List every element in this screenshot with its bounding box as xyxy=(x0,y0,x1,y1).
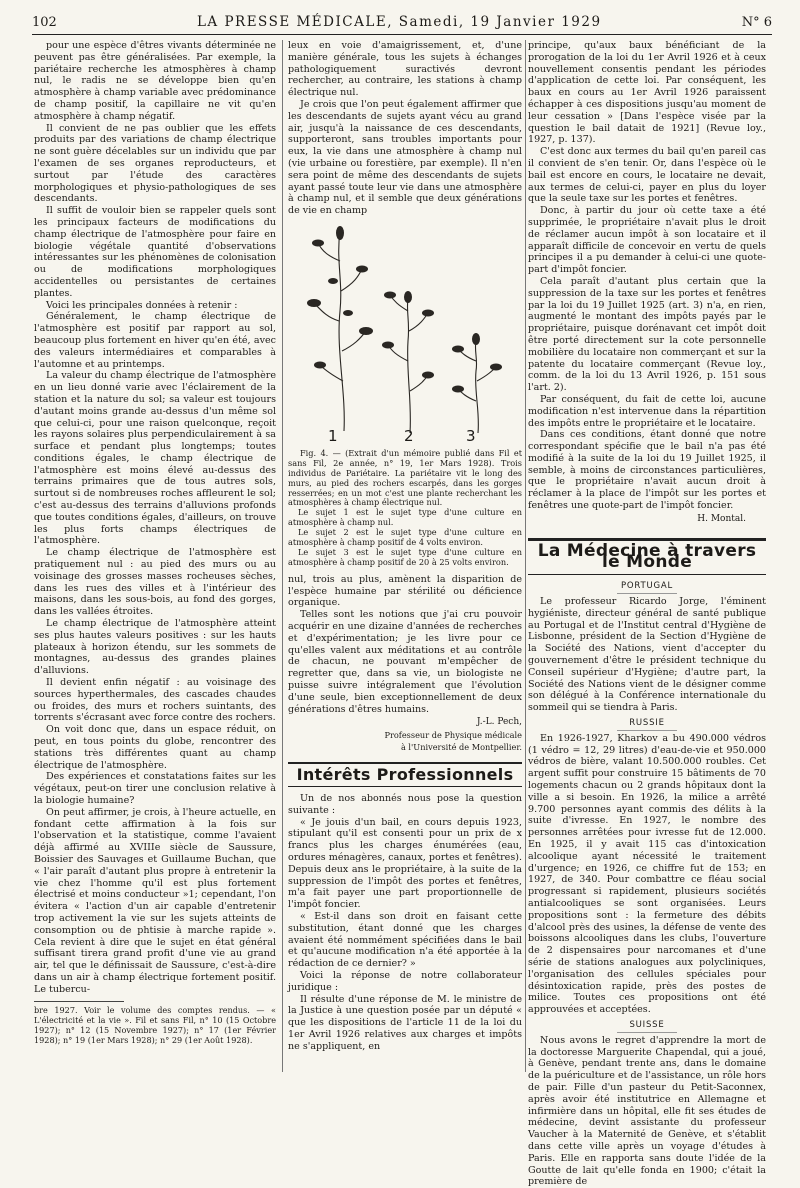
column-divider-1 xyxy=(282,40,283,1072)
paragraph: leux en voie d'amaigrissement, et, d'une manière générale, tous les sujets à échanges pathologiquement suractivés devront rechercher, au contraire, les stations à champ électrique nul. xyxy=(288,40,522,99)
paragraph: C'est donc aux termes du bail qu'en pareil cas il convient de s'en tenir. Or, dans l'espèce où le bail est encore en cours, le locataire ne devait, aux termes de celui-ci, payer en plus du loyer que la seule taxe sur les portes et fenêtres. xyxy=(528,146,766,205)
figure-parietaire xyxy=(288,221,522,445)
paragraph: Donc, à partir du jour où cette taxe a été supprimée, le propriétaire n'avait plus le droit de réclamer aucun impôt à son locataire et il apparaît difficile de concevoir en vertu de quels principes il a pu demander à celui-ci une quote-part d'impôt foncier. xyxy=(528,205,766,276)
paragraph: On voit donc que, dans un espace réduit, on peut, en tous points du globe, rencontrer des stations très différentes quant au champ électrique de l'atmosphère. xyxy=(34,724,276,771)
section-heading-medecine-monde: La Médecine à travers le Monde xyxy=(528,538,766,576)
paragraph: principe, qu'aux baux bénéficiant de la prorogation de la loi du 1er Avril 1926 et à ceux nouvellement consentis pendant les périodes d'application de cette loi. Par conséquent, les baux en cours au 1er Avril 1926 paraissent échapper à ces dispositions jusqu'au moment de leur cessation » [Dans l'espèce visée par la question le bail datait de 1921] (Revue loy., 1927, p. 137). xyxy=(528,40,766,146)
paragraph: Voici les principales données à retenir : xyxy=(46,299,238,311)
page-number: 102 xyxy=(32,15,57,30)
figure-caption xyxy=(288,449,522,568)
paragraph: Le champ électrique de l'atmosphère est pratiquement nul : au pied des murs ou au voisinage des grosses masses rocheuses sèches, dans les rues des villes et à l'intérieur des maisons, dans les sous-bois, au fond des gorges, dans les vallées étroites. xyxy=(34,547,276,618)
country-heading-suisse: SUISSE xyxy=(617,1020,677,1033)
paragraph: Par conséquent, du fait de cette loi, aucune modification n'est intervenue dans la répartition des impôts entre le propriétaire et le locataire. xyxy=(528,393,766,429)
paragraph: Il résulte d'une réponse de M. le ministre de la Justice à une question posée par un député « que les dispositions de l'article 11 de la loi du 1er Avril 1926 relatives aux charges et impôts ne s'appliquent, en xyxy=(288,993,522,1052)
column-2 xyxy=(288,40,522,1070)
country-heading-portugal: PORTUGAL xyxy=(617,581,677,594)
paragraph: Nous avons le regret d'apprendre la mort de la doctoresse Marguerite Chapendal, qui a joué, à Genève, pendant trente ans, dans le domaine de la puériculture et de l'assistance, un rôle hors de pair. Fille d'un pasteur du Petit-Saconnex, après avoir été institutrice en Allemagne et infirmière dans un hôpital, elle fit ses études de médecine, devint assistante du professeur Vaucher à la Maternité de Genève, et s'établit dans cette ville après un voyage d'études à Paris. Elle en rapporta sans doute l'idée de la Goutte de lait qu'elle fonda en 1900; c'était la première de xyxy=(528,1034,766,1188)
column-3 xyxy=(528,40,766,1188)
caption-item: Le sujet 1 est le sujet type d'une culture en atmosphère à champ nul. xyxy=(288,507,522,528)
paragraph: Généralement, le champ électrique de l'atmosphère est positif par rapport au sol, beaucoup plus fortement en hiver qu'en été, avec des valeurs intermédiaires et comparables à l'automne et au printemps. xyxy=(34,311,276,370)
issue-number: N° 6 xyxy=(741,15,772,30)
author-title: Professeur de Physique médicale xyxy=(384,730,522,741)
paragraph: « Est-il dans son droit en faisant cette substitution, étant donné que les charges avaient été nommément spécifiées dans le bail et qu'aucune modification n'a été apportée à la rédaction de ce dernier? » xyxy=(288,910,522,970)
section-heading-interets: Intérêts Professionnels xyxy=(288,762,522,787)
paragraph: Le champ électrique de l'atmosphère atteint ses plus hautes valeurs positives : sur les hauts plateaux à horizon étendu, sur les sommets de montagnes, au-dessus des grandes plaines d'alluvions. xyxy=(34,618,276,677)
figure-label-2: 2 xyxy=(404,427,414,446)
paragraph: La valeur du champ électrique de l'atmosphère en un lieu donné varie avec l'éclairement de la station et la nature du sol; sa valeur est toujours d'autant moins grande au-dessus d'un même sol que celui-ci, pour une raison quelconque, reçoit les rayons solaires plus perpendiculairement à sa surface et pendant plus longtemps; toutes conditions égales, le champ électrique de l'atmosphère est moins élevé au-dessus des terrains primaires que de tous autres sols, surtout si de nombreuses roches affleurent le sol; c'est au-dessus des terrains d'alluvions profonds que toutes conditions égales, d'ailleurs, on trouve les plus forts champs électriques de l'atmosphère. xyxy=(34,370,276,547)
caption-item: Le sujet 2 est le sujet type d'une culture en atmosphère à champ positif de 4 volts environ. xyxy=(288,527,522,548)
paragraph: Un de nos abonnés nous pose la question suivante : xyxy=(288,792,522,816)
paragraph: pour une espèce d'êtres vivants déterminée ne peuvent pas être généralisées. Par exemple, la pariétaire recherche les atmosphères à champ nul, le radis ne se développe bien qu'en atmosphère à champ variable avec prédominance de champ positif, la capillaire ne vit qu'en atmosphère à champ négatif. xyxy=(34,40,276,122)
column-divider-2 xyxy=(525,40,526,1072)
plant-illustration xyxy=(288,221,522,445)
page-header xyxy=(32,14,772,35)
paragraph: Telles sont les notions que j'ai cru pouvoir acquérir en une dizaine d'années de recherches et d'expérimentation; je les livre pour ce qu'elles valent aux méditations et au contrôle de chacun, ne pouvant m'empêcher de regretter que, dans sa vie, un biologiste ne puisse suivre intégralement que l'évolution d'une seule, bien exceptionnellement de deux générations d'êtres humains. xyxy=(288,609,522,715)
paragraph: « Je jouis d'un bail, en cours depuis 1923, stipulant qu'il est consenti pour un prix de x francs plus les charges énumérées (eau, ordures ménagères, canaux, portes et fenêtres). Depuis deux ans le propriétaire, à la suite de la suppression de l'impôt des portes et fenêtres, m'a fait payer une part proportionnelle de l'impôt foncier. xyxy=(288,816,522,911)
column-1 xyxy=(34,40,276,1070)
author-signature: H. Montal. xyxy=(697,513,746,524)
paragraph: Il suffit de vouloir bien se rappeler quels sont les principaux facteurs de modifications du champ électrique de l'atmosphère pour faire en biologie végétale quantité d'observations intéressantes sur les phénomènes de colonisation ou de modifications morphologiques accidentelles ou persistantes de certaines plantes. xyxy=(34,205,276,299)
paragraph: Il convient de ne pas oublier que les effets produits par des variations de champ électrique ne sont guère décelables sur un individu que par l'examen de ses organes reproducteurs, et surtout par l'étude des caractères morphologiques et physio-pathologiques de ses descendants. xyxy=(34,122,276,205)
paragraph: Il devient enfin négatif : au voisinage des sources hyperthermales, des cascades chaudes ou froides, des murs et rochers suintants, des torrents s'écrasant avec force contre des rochers. xyxy=(34,677,276,724)
paragraph: Voici la réponse de notre collaborateur juridique : xyxy=(288,969,522,993)
paragraph: Le professeur Ricardo Jorge, l'éminent hygiéniste, directeur général de santé publique au Portugal et de l'Institut central d'Hygiène de Lisbonne, président de la Section d'Hygiène de la Société des Nations, vient d'accepter du gouvernement d'être le président technique du Conseil supérieur d'Hygiène; d'autre part, la Société des Nations vient de le désigner comme son délégué à la Conférence internationale du sommeil qui se tiendra à Paris. xyxy=(528,596,766,714)
country-heading-russie: RUSSIE xyxy=(617,718,677,731)
paragraph: Cela paraît d'autant plus certain que la suppression de la taxe sur les portes et fenêtres par la loi du 19 Juillet 1925 (art. 3) n'a, en rien, augmenté le montant des impôts payés par le propriétaire, puisque dorénavant cet impôt doit être porté directement sur la cote personnelle mobilière du locataire non commerçant et sur la patente du locataire commerçant (Revue loy., comm. de la loi du 13 Avril 1926, p. 151 sous l'art. 2). xyxy=(528,275,766,394)
paragraph: Je crois que l'on peut également affirmer que les descendants de sujets ayant vécu au grand air, jusqu'à la naissance de ces descendants, supporteront, sans troubles importants pour eux, la vie dans une atmosphère à champ nul (vie urbaine ou forestière, par exemple). Il n'en sera point de même des descendants de sujets ayant passé toute leur vie dans une atmosphère à champ nul, et il semble que deux générations de vie en champ xyxy=(288,98,522,217)
paragraph: nul, trois au plus, amènent la disparition de l'espèce humaine par stérilité ou déficience organique. xyxy=(288,573,522,609)
author-affiliation: à l'Université de Montpellier. xyxy=(400,741,522,752)
caption-item: Le sujet 3 est le sujet type d'une culture en atmosphère à champ positif de 20 à 25 volts environ. xyxy=(288,547,522,567)
figure-label-3: 3 xyxy=(466,427,476,446)
paragraph: On peut affirmer, je crois, à l'heure actuelle, en fondant cette affirmation à la fois sur l'observation et la statistique, comme l'avaient déjà affirmé au XVIIIe siècle de Saussure, Boissier des Sauvages et Guillaume Buchan, que « l'air paraît d'autant plus propre à entretenir la vie chez l'homme qu'il est plus fortement électrisé et moins conducteur »1; cependant, l'on évitera « l'action d'un air capable d'entretenir trop activement la vie sur les sujets atteints de consomption ou de phtisie à marche rapide ». Cela revient à dire que le sujet en état général suffisant tirera grand profit d'une vie au grand air, tel que le définissait de Saussure, c'est-à-dire dans un air à champ électrique fortement positif. Le tubercu- xyxy=(34,806,276,995)
footnote: bre 1927. Voir le volume des comptes rendus. — « L'électricité et la vie ». Fil et sans Fil, n° 10 (15 Octobre 1927); n° 12 (15 Novembre 1927); n° 17 (1er Février 1928); n° 19 (1er Mars 1928); n° 29 (1er Août 1928). xyxy=(34,1004,276,1045)
paragraph: Des expériences et constatations faites sur les végétaux, peut-on tirer une conclusion relative à la biologie humaine? xyxy=(34,771,276,806)
journal-title: LA PRESSE MÉDICALE, Samedi, 19 Janvier 1929 xyxy=(196,14,602,30)
figure-label-1: 1 xyxy=(328,427,338,446)
footnote-rule xyxy=(34,1001,124,1002)
paragraph: En 1926-1927, Kharkov a bu 490.000 védros (1 védro = 12, 29 litres) d'eau-de-vie et 950.000 védros de bière, valant 10.500.000 roubles. Cet argent suffit pour construire 15 bâtiments de 70 logements chacun ou 2 grands hôpitaux dont la ville a si besoin. En 1926, la milice a arrêté 9.700 personnes ayant commis des délits à la suite d'ivresse. En 1927, le nombre des personnes arrêtées pour ivresse fut de 12.000. En 1925, il y avait 115 cas d'intoxication alcoolique ayant nécessité le traitement d'urgence; en 1926, ce chiffre fut de 153; en 1927, de 340. Pour combattre ce fléau social progressant si rapidement, plusieurs sociétés antialcooliques se sont organisées. Leurs propositions sont : la fermeture des débits d'alcool près des usines, la défense de vente des boissons alcooliques dans les clubs, l'ouverture de 2 dispensaires pour narcomanes et d'une série de stations analogues aux polycliniques, l'organisation des cellules spéciales pour désintoxication rapide, près des postes de milice. Toutes ces propositions ont été approuvées et acceptées. xyxy=(528,732,766,1016)
caption-text: Fig. 4. — (Extrait d'un mémoire publié dans Fil et sans Fil, 2e année, n° 19, 1er Mars 1928). Trois individus de Pariétaire. La pariétaire vit le long des murs, au pied des rochers escarpés, dans les gorges resserrées; en un mot c'est une plante recherchant les atmosphères à champ électrique nul. xyxy=(288,447,522,508)
author-signature: J.-L. Pech, xyxy=(476,717,522,728)
paragraph: Dans ces conditions, étant donné que notre correspondant spécifie que le bail n'a pas été modifié à la suite de la loi du 19 Juillet 1925, il semble, à moins de circonstances particulières, que le propriétaire n'avait aucun droit à réclamer à la place de l'impôt sur les portes et fenêtres une quote-part de l'impôt foncier. xyxy=(528,429,766,512)
